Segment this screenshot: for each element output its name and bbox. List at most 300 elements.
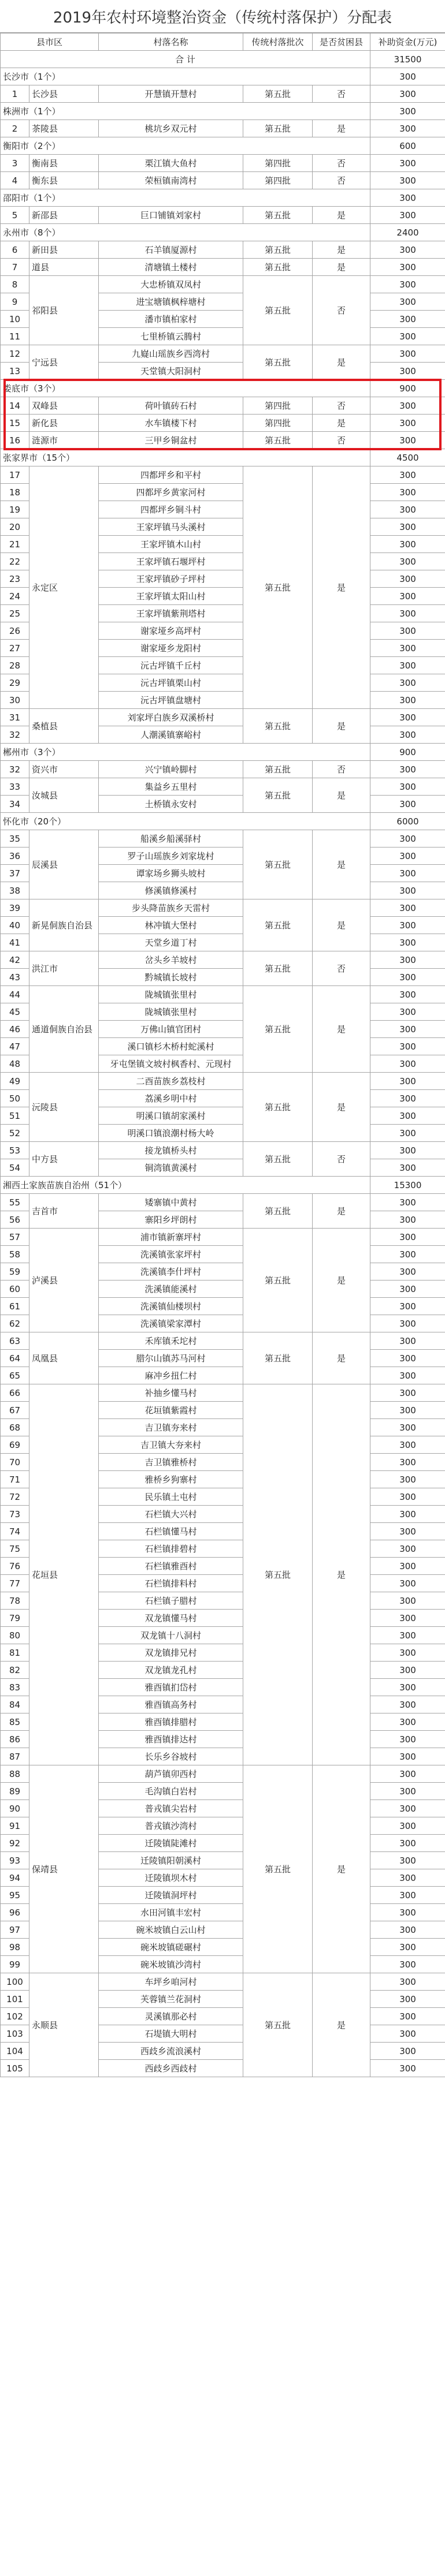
row-amount: 300	[370, 796, 445, 813]
row-number: 16	[1, 432, 29, 449]
row-village: 陇城镇张里村	[99, 1003, 243, 1021]
row-number: 51	[1, 1107, 29, 1125]
row-poor: 是	[313, 120, 370, 137]
row-village: 石栏镇雅酉村	[99, 1558, 243, 1575]
row-poor: 是	[313, 1765, 370, 1973]
table-row	[1, 259, 445, 276]
row-village: 天堂乡道丁村	[99, 934, 243, 951]
row-amount: 300	[370, 1003, 445, 1021]
row-number: 39	[1, 899, 29, 917]
row-village: 双龙镇排兄村	[99, 1644, 243, 1662]
row-poor: 否	[313, 432, 370, 449]
row-county: 涟源市	[29, 432, 99, 449]
row-county: 洪江市	[29, 951, 99, 986]
table-row	[1, 432, 445, 449]
row-amount: 300	[370, 1142, 445, 1159]
row-village: 大忠桥镇双凤村	[99, 276, 243, 293]
row-county: 道县	[29, 259, 99, 276]
row-village: 双龙镇龙孔村	[99, 1662, 243, 1679]
row-number: 84	[1, 1696, 29, 1713]
row-village: 进宝塘镇枫梓塘村	[99, 293, 243, 311]
row-number: 105	[1, 2060, 29, 2077]
row-village: 陇城镇张里村	[99, 986, 243, 1003]
row-batch: 第四批	[243, 172, 313, 189]
total-label: 合 计	[1, 51, 370, 68]
row-county: 新邵县	[29, 207, 99, 224]
row-amount: 300	[370, 1073, 445, 1090]
row-batch: 第五批	[243, 1973, 313, 2077]
row-amount: 300	[370, 2060, 445, 2077]
row-number: 22	[1, 553, 29, 570]
row-county: 新田县	[29, 241, 99, 259]
row-village: 林冲镇大堡村	[99, 917, 243, 934]
row-number: 59	[1, 1263, 29, 1280]
row-number: 95	[1, 1887, 29, 1904]
row-village: 禾库镇禾坨村	[99, 1332, 243, 1350]
header-county: 县市区	[1, 33, 99, 51]
row-amount: 300	[370, 899, 445, 917]
region-name: 株洲市（1个）	[1, 103, 370, 120]
total-amount: 31500	[370, 51, 445, 68]
row-number: 64	[1, 1350, 29, 1367]
row-village: 迁陵镇坝木村	[99, 1869, 243, 1887]
row-amount: 300	[370, 432, 445, 449]
row-amount: 300	[370, 1107, 445, 1125]
row-village: 双龙镇十八洞村	[99, 1627, 243, 1644]
row-number: 69	[1, 1436, 29, 1454]
header-batch: 传统村落批次	[243, 33, 313, 51]
row-batch: 第五批	[243, 1384, 313, 1765]
row-amount: 300	[370, 570, 445, 588]
row-village: 石堤镇大明村	[99, 2025, 243, 2043]
row-village: 长乐乡谷坡村	[99, 1748, 243, 1765]
row-amount: 300	[370, 1991, 445, 2008]
row-village: 洗溪镇能溪村	[99, 1280, 243, 1298]
row-village: 船溪乡船溪驿村	[99, 830, 243, 848]
region-amount: 600	[370, 137, 445, 155]
row-number: 104	[1, 2043, 29, 2060]
row-number: 65	[1, 1367, 29, 1384]
row-amount: 300	[370, 501, 445, 518]
row-number: 101	[1, 1991, 29, 2008]
row-village: 天堂镇大阳洞村	[99, 363, 243, 380]
table-row	[1, 1384, 445, 1402]
row-amount: 300	[370, 85, 445, 103]
row-village: 水车镇楼下村	[99, 415, 243, 432]
row-village: 车坪乡咱河村	[99, 1973, 243, 1991]
row-number: 99	[1, 1956, 29, 1973]
row-county: 资兴市	[29, 761, 99, 778]
row-batch: 第五批	[243, 85, 313, 103]
row-amount: 300	[370, 345, 445, 363]
row-poor: 是	[313, 778, 370, 813]
row-amount: 300	[370, 709, 445, 726]
row-village: 潘市镇柏家村	[99, 311, 243, 328]
row-number: 83	[1, 1679, 29, 1696]
region-name: 郴州市（3个）	[1, 744, 370, 761]
row-batch: 第五批	[243, 1332, 313, 1384]
row-amount: 300	[370, 1315, 445, 1332]
row-number: 73	[1, 1506, 29, 1523]
row-number: 58	[1, 1246, 29, 1263]
row-county: 汝城县	[29, 778, 99, 813]
row-amount: 300	[370, 1488, 445, 1506]
row-number: 72	[1, 1488, 29, 1506]
row-number: 32	[1, 761, 29, 778]
row-village: 罗子山瑶族乡刘家垅村	[99, 848, 243, 865]
row-village: 沅古坪镇盘塘村	[99, 692, 243, 709]
row-poor: 是	[313, 415, 370, 432]
row-batch: 第五批	[243, 1073, 313, 1142]
row-number: 82	[1, 1662, 29, 1679]
row-village: 桃坑乡双元村	[99, 120, 243, 137]
row-amount: 300	[370, 2025, 445, 2043]
row-number: 90	[1, 1800, 29, 1817]
row-batch: 第五批	[243, 1229, 313, 1332]
row-poor: 是	[313, 466, 370, 709]
region-name: 永州市（8个）	[1, 224, 370, 241]
row-amount: 300	[370, 865, 445, 882]
table-row	[1, 951, 445, 969]
row-village: 明溪口镇胡家溪村	[99, 1107, 243, 1125]
row-number: 35	[1, 830, 29, 848]
row-batch: 第五批	[243, 830, 313, 899]
table-row	[1, 778, 445, 796]
row-poor: 是	[313, 259, 370, 276]
row-county: 衡东县	[29, 172, 99, 189]
row-number: 70	[1, 1454, 29, 1471]
region-amount: 4500	[370, 449, 445, 466]
row-village: 谭家场乡狮头坡村	[99, 865, 243, 882]
row-amount: 300	[370, 778, 445, 796]
row-county: 祁阳县	[29, 276, 99, 345]
row-amount: 300	[370, 259, 445, 276]
row-village: 吉卫镇大夯来村	[99, 1436, 243, 1454]
row-village: 吉卫镇雅桥村	[99, 1454, 243, 1471]
row-batch: 第五批	[243, 120, 313, 137]
row-batch: 第四批	[243, 155, 313, 172]
row-amount: 300	[370, 293, 445, 311]
row-village: 石栏镇懂马村	[99, 1523, 243, 1540]
table-row	[1, 761, 445, 778]
row-number: 66	[1, 1384, 29, 1402]
row-number: 33	[1, 778, 29, 796]
row-poor: 是	[313, 345, 370, 380]
row-amount: 300	[370, 311, 445, 328]
row-amount: 300	[370, 1436, 445, 1454]
row-amount: 300	[370, 1506, 445, 1523]
row-village: 四都坪乡铜斗村	[99, 501, 243, 518]
row-amount: 300	[370, 155, 445, 172]
row-amount: 300	[370, 1125, 445, 1142]
row-amount: 300	[370, 1765, 445, 1783]
row-number: 24	[1, 588, 29, 605]
row-number: 17	[1, 466, 29, 484]
row-batch: 第五批	[243, 1142, 313, 1177]
row-county: 永顺县	[29, 1973, 99, 2077]
row-village: 四都坪乡和平村	[99, 466, 243, 484]
table-row	[1, 207, 445, 224]
row-village: 雅酉镇扪岱村	[99, 1679, 243, 1696]
row-amount: 300	[370, 1332, 445, 1350]
row-batch: 第五批	[243, 778, 313, 813]
row-county: 新晃侗族自治县	[29, 899, 99, 951]
row-number: 34	[1, 796, 29, 813]
region-name: 衡阳市（2个）	[1, 137, 370, 155]
row-number: 10	[1, 311, 29, 328]
row-amount: 300	[370, 397, 445, 415]
row-number: 2	[1, 120, 29, 137]
row-amount: 300	[370, 726, 445, 744]
region-amount: 2400	[370, 224, 445, 241]
total-row	[1, 51, 445, 68]
row-poor: 是	[313, 1384, 370, 1765]
row-village: 碗米坡镇白云山村	[99, 1921, 243, 1939]
row-village: 集益乡五里村	[99, 778, 243, 796]
row-county: 新化县	[29, 415, 99, 432]
table-row	[1, 345, 445, 363]
row-village: 雅酉镇排腊村	[99, 1713, 243, 1731]
row-number: 43	[1, 969, 29, 986]
row-amount: 300	[370, 1402, 445, 1419]
row-batch: 第五批	[243, 466, 313, 709]
row-village: 万佛山镇官团村	[99, 1021, 243, 1038]
row-number: 53	[1, 1142, 29, 1159]
row-amount: 300	[370, 1662, 445, 1679]
row-number: 74	[1, 1523, 29, 1540]
table-row	[1, 241, 445, 259]
row-village: 接龙镇桥头村	[99, 1142, 243, 1159]
row-amount: 300	[370, 241, 445, 259]
row-amount: 300	[370, 1627, 445, 1644]
row-amount: 300	[370, 1956, 445, 1973]
table-row	[1, 1765, 445, 1783]
row-number: 15	[1, 415, 29, 432]
row-village: 石栏镇排碧村	[99, 1540, 243, 1558]
row-amount: 300	[370, 1090, 445, 1107]
row-amount: 300	[370, 415, 445, 432]
row-amount: 300	[370, 588, 445, 605]
allocation-table	[0, 33, 445, 2077]
row-village: 铜湾镇黄溪村	[99, 1159, 243, 1177]
row-poor: 否	[313, 276, 370, 345]
row-village: 矮寨镇中黄村	[99, 1194, 243, 1211]
row-village: 民乐镇土屯村	[99, 1488, 243, 1506]
row-village: 兴宁镇岭脚村	[99, 761, 243, 778]
row-number: 18	[1, 484, 29, 501]
row-village: 普戎镇尖岩村	[99, 1800, 243, 1817]
row-village: 寨阳乡坪朗村	[99, 1211, 243, 1229]
row-village: 九嶷山瑶族乡西湾村	[99, 345, 243, 363]
row-poor: 否	[313, 951, 370, 986]
row-number: 12	[1, 345, 29, 363]
row-county: 永定区	[29, 466, 99, 709]
row-village: 土桥镇永安村	[99, 796, 243, 813]
row-amount: 300	[370, 1713, 445, 1731]
row-village: 荣桓镇南湾村	[99, 172, 243, 189]
row-number: 9	[1, 293, 29, 311]
row-village: 腊尔山镇苏马河村	[99, 1350, 243, 1367]
row-amount: 300	[370, 2008, 445, 2025]
row-county: 衡南县	[29, 155, 99, 172]
row-village: 黔城镇长坡村	[99, 969, 243, 986]
table-row	[1, 466, 445, 484]
row-amount: 300	[370, 882, 445, 899]
row-village: 牙屯堡镇文坡村枫香村、元现村	[99, 1055, 243, 1073]
row-amount: 300	[370, 363, 445, 380]
row-village: 石栏镇子腊村	[99, 1592, 243, 1610]
row-county: 吉首市	[29, 1194, 99, 1229]
row-poor: 是	[313, 709, 370, 744]
table-row	[1, 1073, 445, 1090]
row-amount: 300	[370, 1835, 445, 1852]
header-row	[1, 33, 445, 51]
region-row	[1, 189, 445, 207]
row-amount: 300	[370, 484, 445, 501]
row-number: 79	[1, 1610, 29, 1627]
row-amount: 300	[370, 1367, 445, 1384]
row-number: 71	[1, 1471, 29, 1488]
region-name: 张家界市（15个）	[1, 449, 370, 466]
row-number: 97	[1, 1921, 29, 1939]
table-row	[1, 397, 445, 415]
row-county: 茶陵县	[29, 120, 99, 137]
row-village: 灵溪镇那必村	[99, 2008, 243, 2025]
row-amount: 300	[370, 1610, 445, 1627]
row-poor: 是	[313, 1073, 370, 1142]
row-village: 王家坪镇石堰坪村	[99, 553, 243, 570]
row-village: 栗江镇大鱼村	[99, 155, 243, 172]
row-number: 91	[1, 1817, 29, 1835]
row-number: 23	[1, 570, 29, 588]
row-village: 王家坪镇木山村	[99, 536, 243, 553]
row-village: 清塘镇土楼村	[99, 259, 243, 276]
table-row	[1, 1332, 445, 1350]
row-village: 谢家垭乡龙阳村	[99, 640, 243, 657]
row-amount: 300	[370, 1246, 445, 1263]
row-number: 98	[1, 1939, 29, 1956]
row-number: 3	[1, 155, 29, 172]
document-title: 2019年农村环境整治资金（传统村落保护）分配表	[0, 0, 445, 33]
row-number: 38	[1, 882, 29, 899]
row-batch: 第五批	[243, 951, 313, 986]
row-number: 6	[1, 241, 29, 259]
row-amount: 300	[370, 674, 445, 692]
row-amount: 300	[370, 518, 445, 536]
row-village: 修溪镇修溪村	[99, 882, 243, 899]
row-village: 溪口镇杉木桥村蛇溪村	[99, 1038, 243, 1055]
row-village: 巨口铺镇刘家村	[99, 207, 243, 224]
row-number: 60	[1, 1280, 29, 1298]
row-village: 洗溪镇李什坪村	[99, 1263, 243, 1280]
row-amount: 300	[370, 1159, 445, 1177]
row-county: 桑植县	[29, 709, 99, 744]
row-number: 11	[1, 328, 29, 345]
row-batch: 第五批	[243, 432, 313, 449]
row-batch: 第五批	[243, 207, 313, 224]
row-amount: 300	[370, 1229, 445, 1246]
row-number: 103	[1, 2025, 29, 2043]
row-amount: 300	[370, 917, 445, 934]
region-name: 湘西土家族苗族自治州（51个）	[1, 1177, 370, 1194]
row-village: 步头降苗族乡天雷村	[99, 899, 243, 917]
region-row	[1, 813, 445, 830]
row-number: 89	[1, 1783, 29, 1800]
row-number: 56	[1, 1211, 29, 1229]
table-row	[1, 1229, 445, 1246]
row-amount: 300	[370, 848, 445, 865]
row-number: 88	[1, 1765, 29, 1783]
row-number: 1	[1, 85, 29, 103]
row-village: 沅古坪镇栗山村	[99, 674, 243, 692]
row-amount: 300	[370, 761, 445, 778]
row-number: 7	[1, 259, 29, 276]
row-county: 通道侗族自治县	[29, 986, 99, 1073]
row-poor: 否	[313, 397, 370, 415]
row-village: 王家坪镇马头溪村	[99, 518, 243, 536]
row-village: 毛沟镇白岩村	[99, 1783, 243, 1800]
row-amount: 300	[370, 2043, 445, 2060]
table-row	[1, 276, 445, 293]
row-number: 13	[1, 363, 29, 380]
row-number: 28	[1, 657, 29, 674]
row-number: 85	[1, 1713, 29, 1731]
row-village: 荔溪乡明中村	[99, 1090, 243, 1107]
row-amount: 300	[370, 1280, 445, 1298]
row-village: 葫芦镇卯西村	[99, 1765, 243, 1783]
row-amount: 300	[370, 1575, 445, 1592]
row-amount: 300	[370, 622, 445, 640]
row-amount: 300	[370, 1592, 445, 1610]
row-number: 92	[1, 1835, 29, 1852]
region-name: 娄底市（3个）	[1, 380, 370, 397]
table-row	[1, 986, 445, 1003]
row-number: 42	[1, 951, 29, 969]
row-village: 岔头乡羊坡村	[99, 951, 243, 969]
row-amount: 300	[370, 553, 445, 570]
row-number: 100	[1, 1973, 29, 1991]
row-village: 芙蓉镇兰花洞村	[99, 1991, 243, 2008]
region-name: 邵阳市（1个）	[1, 189, 370, 207]
row-county: 双峰县	[29, 397, 99, 415]
row-number: 27	[1, 640, 29, 657]
row-amount: 300	[370, 1523, 445, 1540]
row-poor: 否	[313, 172, 370, 189]
row-amount: 300	[370, 830, 445, 848]
row-number: 75	[1, 1540, 29, 1558]
row-poor: 是	[313, 830, 370, 899]
row-number: 31	[1, 709, 29, 726]
row-amount: 300	[370, 466, 445, 484]
row-amount: 300	[370, 1783, 445, 1800]
row-amount: 300	[370, 1731, 445, 1748]
row-number: 5	[1, 207, 29, 224]
row-poor: 是	[313, 899, 370, 951]
region-row	[1, 224, 445, 241]
row-poor: 否	[313, 1142, 370, 1177]
row-number: 30	[1, 692, 29, 709]
row-batch: 第四批	[243, 415, 313, 432]
row-poor: 否	[313, 761, 370, 778]
row-village: 洗溪镇张家坪村	[99, 1246, 243, 1263]
row-village: 吉卫镇夯来村	[99, 1419, 243, 1436]
row-village: 花垣镇紫霞村	[99, 1402, 243, 1419]
row-amount: 300	[370, 1263, 445, 1280]
row-county: 花垣县	[29, 1384, 99, 1765]
row-village: 碗米坡镇磋碾村	[99, 1939, 243, 1956]
row-number: 26	[1, 622, 29, 640]
region-row	[1, 1177, 445, 1194]
